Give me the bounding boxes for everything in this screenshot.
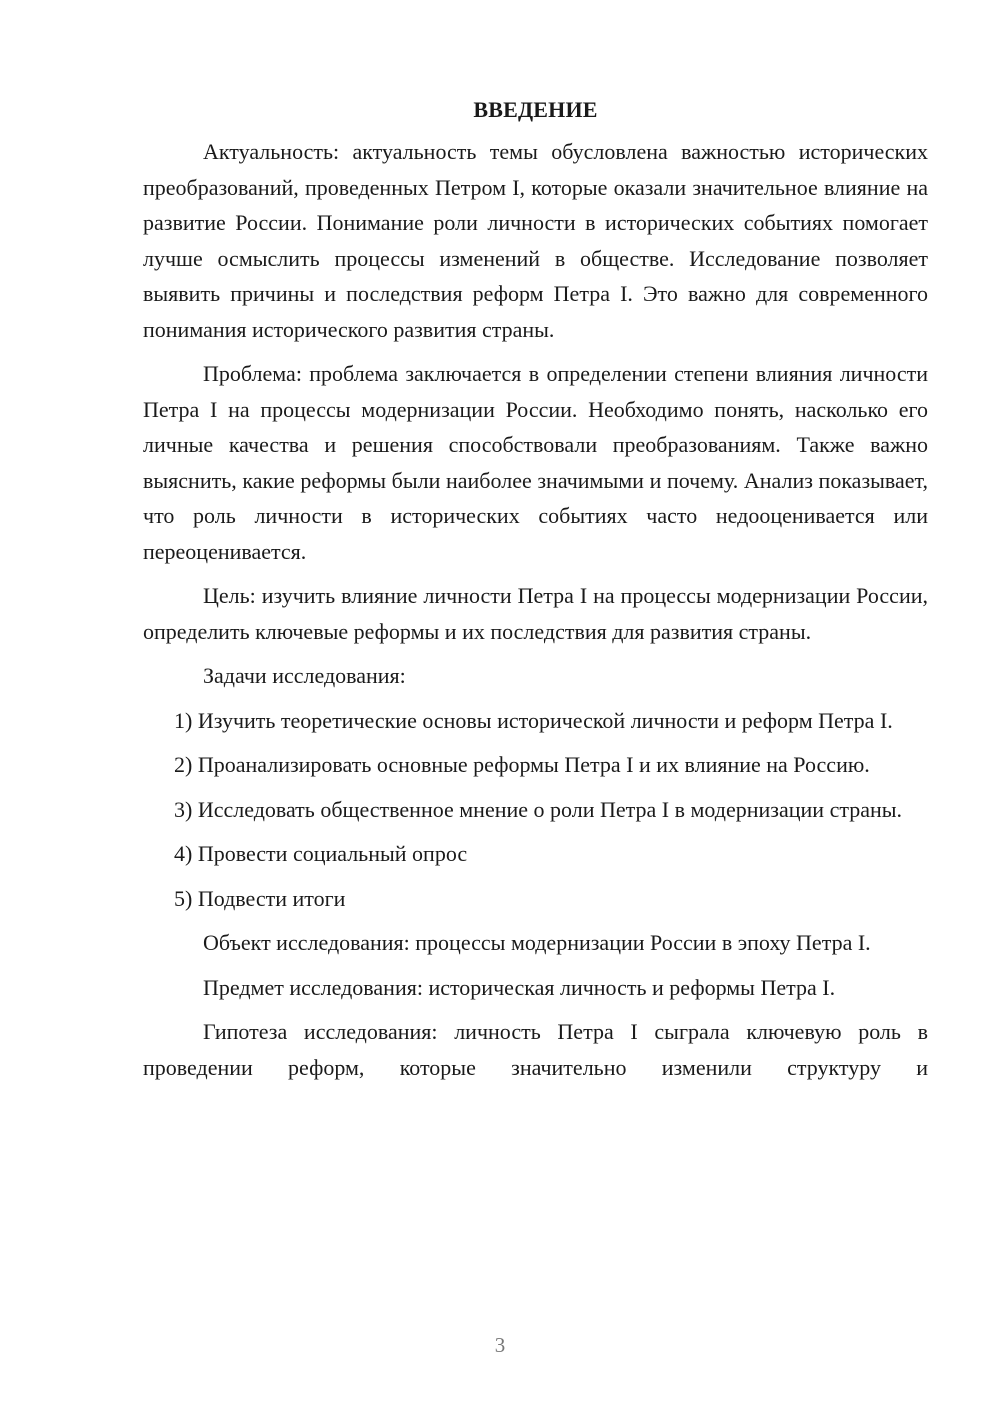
- task-item-1: 1) Изучить теоретические основы исторической личности и реформ Петра I.: [174, 707, 893, 733]
- task-item-5: 5) Подвести итоги: [174, 885, 346, 911]
- page-number: 3: [494, 1333, 506, 1357]
- hypothesis-paragraph: Гипотеза исследования: личность Петра I сыграла ключевую роль в проведении реформ, которые значительно изменили структуру и: [143, 1019, 928, 1080]
- object-paragraph: Объект исследования: процессы модернизации России в эпоху Петра I.: [203, 930, 871, 955]
- problem-paragraph: Проблема: проблема заключается в определении степени влияния личности Петра I на процессы модернизации России. Необходимо понять, насколько его личные качества и решения способствовали преобразованиям. Также важно выяснить, какие реформы были наиболее значимыми и почему. Анализ показывает, что роль личности в исторических событиях часто недооценивается или переоценивается.: [143, 361, 928, 564]
- tasks-intro: Задачи исследования:: [203, 663, 406, 688]
- subject-paragraph: Предмет исследования: историческая личность и реформы Петра I.: [203, 974, 836, 1000]
- task-item-4: 4) Провести социальный опрос: [174, 841, 468, 866]
- section-heading: ВВЕДЕНИЕ: [473, 97, 598, 122]
- relevance-paragraph: Актуальность: актуальность темы обусловлена важностью исторических преобразований, проведенных Петром I, которые оказали значительное влияние на развитие России. Понимание роли личности в исторических событиях помогает лучше осмыслить процессы изменений в обществе. Исследование позволяет выявить причины и последствия реформ Петра I. Это важно для современного понимания исторического развития страны.: [143, 139, 928, 342]
- task-item-3: 3) Исследовать общественное мнение о роли Петра I в модернизации страны.: [174, 796, 903, 822]
- goal-paragraph: Цель: изучить влияние личности Петра I на процессы модернизации России, определить ключевые реформы и их последствия для развития страны.: [143, 583, 928, 644]
- page-body: [143, 96, 928, 1094]
- task-item-2: 2) Проанализировать основные реформы Петра I и их влияние на Россию.: [174, 752, 870, 777]
